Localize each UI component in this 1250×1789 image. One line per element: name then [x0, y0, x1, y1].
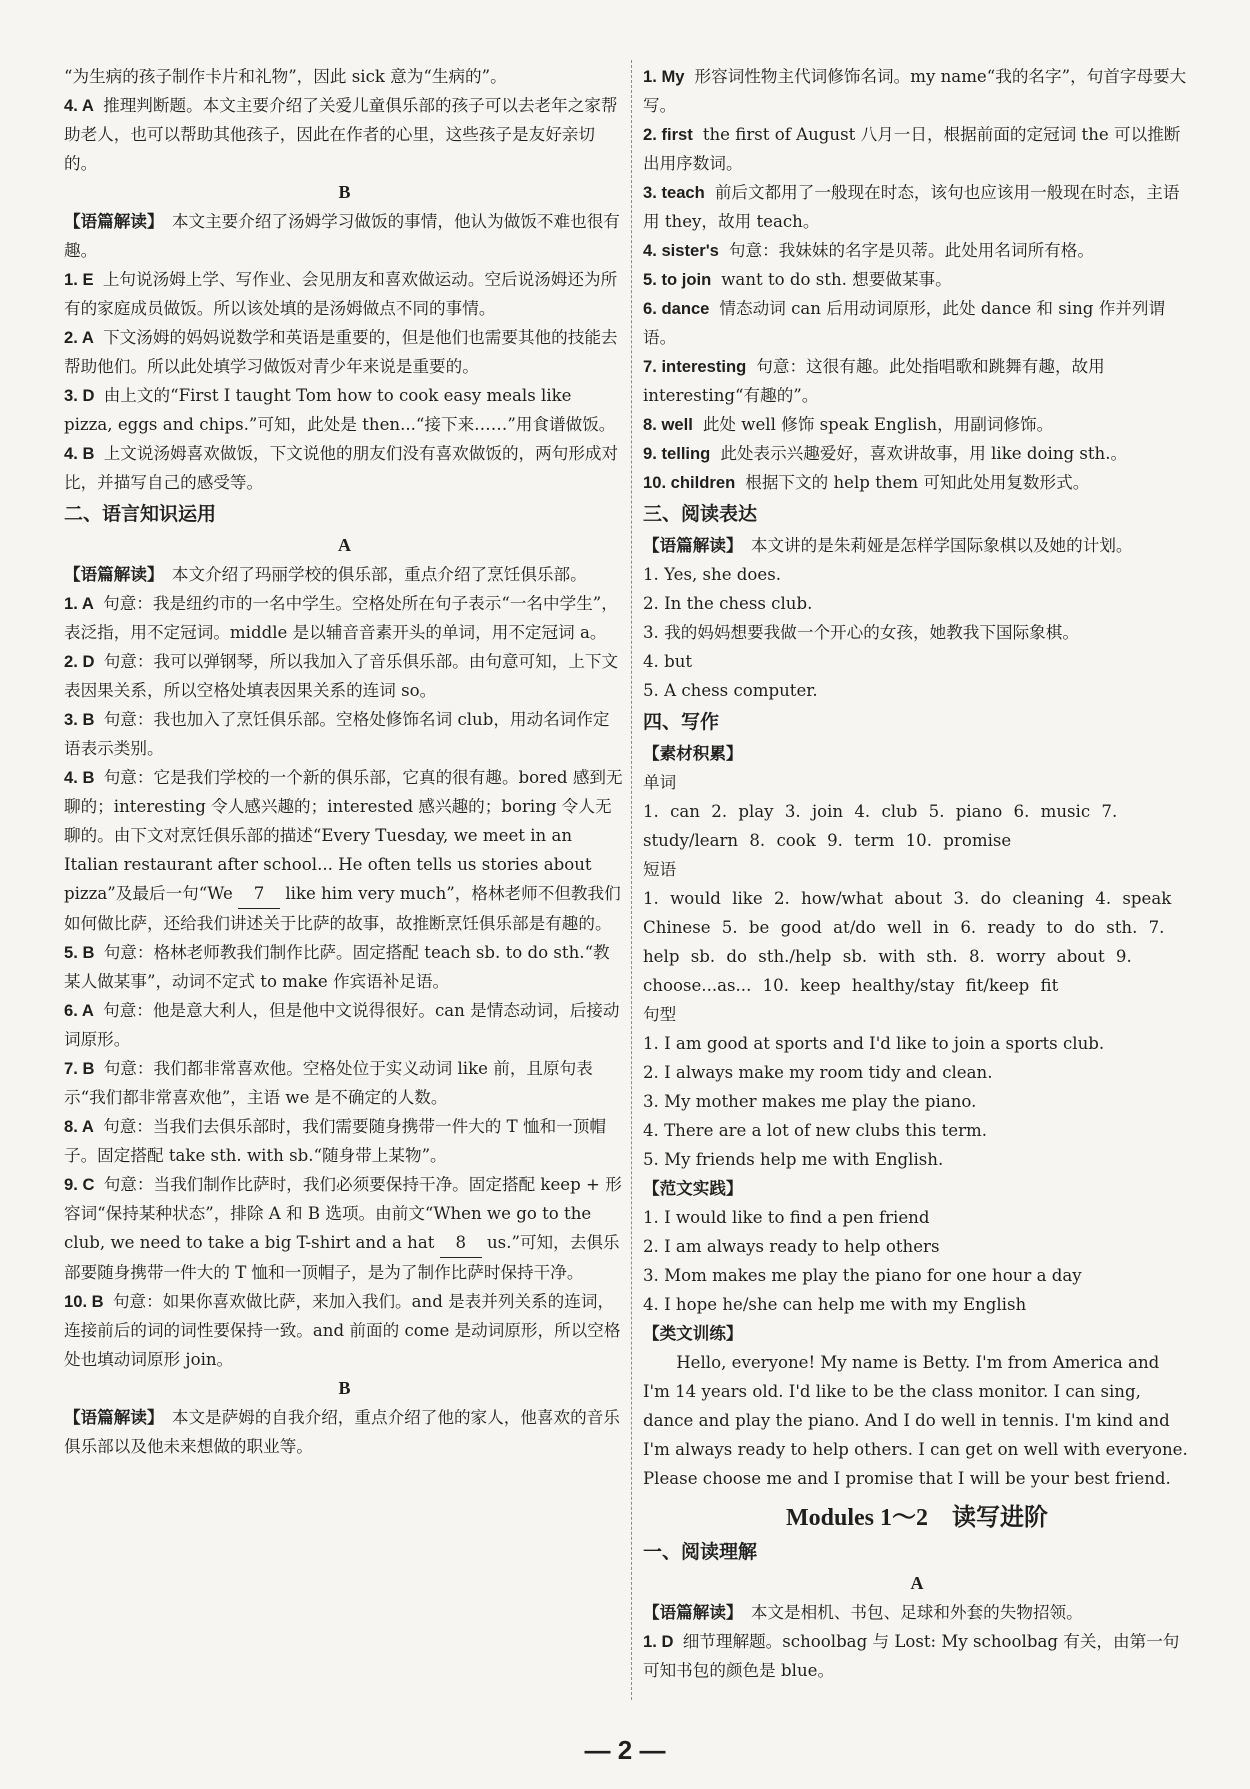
answer-item	[64, 763, 625, 938]
answer-number: 2. D	[64, 652, 95, 671]
answer-explanation: want to do sth. 想要做某事。	[721, 270, 952, 289]
passage-analysis	[64, 207, 625, 265]
passage-analysis	[643, 531, 1191, 560]
answer-explanation: 情态动词 can 后用动词原形，此处 dance 和 sing 作并列谓语。	[643, 299, 1166, 347]
answer-explanation: 根据下文的 help them 可知此处用复数形式。	[745, 473, 1090, 492]
answer-explanation: 句意：这很有趣。此处指唱歌和跳舞有趣，故用 interesting“有趣的”。	[643, 357, 1105, 405]
sentence-pattern: 3. My mother makes me play the piano.	[643, 1092, 977, 1111]
reading-answer: 4. but	[643, 652, 693, 671]
practice-sentence: 3. Mom makes me play the piano for one hour a day	[643, 1266, 1082, 1285]
answer-number: 2. A	[64, 328, 94, 347]
answer-number: 5. B	[64, 943, 95, 962]
passage-heading: A	[910, 1573, 924, 1593]
analysis-text: 本文主要介绍了汤姆学习做饭的事情，他认为做饭不难也很有趣。	[64, 212, 620, 260]
analysis-tag: 【语篇解读】	[64, 212, 156, 231]
answer-explanation: 句意：当我们去俱乐部时，我们需要随身携带一件大的 T 恤和一顶帽子。固定搭配 take sth. with sb.“随身带上某物”。	[64, 1117, 606, 1165]
answer-explanation: 细节理解题。schoolbag 与 Lost: My schoolbag 有关，由第一句可知书包的颜色是 blue。	[643, 1632, 1180, 1680]
answer-number: 4. B	[64, 768, 95, 787]
answer-explanation: 前后文都用了一般现在时态，该句也应该用一般现在时态，主语用 they，故用 teach。	[643, 183, 1180, 231]
answer-number: 10. B	[64, 1292, 104, 1311]
left-column	[64, 62, 625, 1461]
answer-item	[64, 381, 625, 439]
answer-explanation: 上文说汤姆喜欢做饭，下文说他的朋友们没有喜欢做饭的，两句形成对比，并描写自己的感受等。	[64, 444, 619, 492]
reading-answer: 3. 我的妈妈想要我做一个开心的女孩，她教我下国际象棋。	[643, 623, 1079, 642]
analysis-tag: 【范文实践】	[643, 1179, 743, 1198]
section-heading: 三、阅读表达	[643, 504, 758, 525]
answer-word: 8. well	[643, 415, 693, 434]
sentence-pattern: 2. I always make my room tidy and clean.	[643, 1063, 993, 1082]
passage-heading: B	[338, 1378, 351, 1398]
answer-item	[64, 265, 625, 323]
practice-sentence: 4. I hope he/she can help me with my English	[643, 1295, 1027, 1314]
analysis-tag: 【语篇解读】	[643, 1603, 735, 1622]
model-essay: Hello, everyone! My name is Betty. I'm from America and I'm 14 years old. I'd like to be the class monitor. I can sing, dance and play the piano. And I do well in tennis. I'm kind and I'm always ready to help others. I can get on well with everyone. Please choose me and I promise that I will be your best friend.	[643, 1353, 1188, 1488]
analysis-tag: 【语篇解读】	[64, 1408, 156, 1427]
sentence-pattern: 4. There are a lot of new clubs this term.	[643, 1121, 988, 1140]
words-heading: 单词	[643, 773, 677, 792]
answer-explanation: 句意：我们都非常喜欢他。空格处位于实义动词 like 前，且原句表示“我们都非常喜欢他”，主语 we 是不确定的人数。	[64, 1059, 593, 1107]
answer-item	[643, 294, 1191, 352]
reading-answer: 5. A chess computer.	[643, 681, 818, 700]
section-heading: 二、语言知识运用	[64, 504, 217, 525]
phrases-heading: 短语	[643, 860, 677, 879]
answer-item	[643, 468, 1191, 497]
answer-explanation: 句意：我可以弹钢琴，所以我加入了音乐俱乐部。由句意可知，上下文表因果关系，所以空格处填表因果关系的连词 so。	[64, 652, 619, 700]
column-divider	[631, 60, 632, 1700]
answer-number: 1. A	[64, 594, 94, 613]
answer-item	[643, 352, 1191, 410]
answer-item	[64, 996, 625, 1054]
essay-tag	[643, 1319, 1191, 1348]
answer-item	[64, 1287, 625, 1374]
analysis-text: 本文是相机、书包、足球和外套的失物招领。	[750, 1603, 1083, 1622]
passage-heading: A	[338, 535, 351, 555]
answer-number: 1. E	[64, 270, 94, 289]
answer-item	[643, 265, 1191, 294]
answer-item	[643, 439, 1191, 468]
answer-item	[64, 938, 625, 996]
answer-item	[64, 705, 625, 763]
analysis-tag: 【素材积累】	[643, 744, 743, 763]
passage-analysis	[64, 560, 625, 589]
answer-item	[64, 1170, 625, 1287]
answer-explanation: like him very much”，格林老师不但教我们如何做比萨，还给我们讲述关于比萨的故事，故推断烹饪俱乐部是有趣的。	[64, 884, 621, 933]
words-list: 1. can 2. play 3. join 4. club 5. piano 6. music 7. study/learn 8. cook 9. term 10. promise	[643, 802, 1118, 850]
answer-item	[64, 1054, 625, 1112]
sentence-pattern: 1. I am good at sports and I'd like to join a sports club.	[643, 1034, 1105, 1053]
answer-number: 7. B	[64, 1059, 95, 1078]
analysis-text: 本文讲的是朱莉娅是怎样学国际象棋以及她的计划。	[750, 536, 1133, 555]
blank-number: 7	[238, 879, 280, 909]
answer-item	[643, 1627, 1191, 1685]
answer-explanation: 句意：它是我们学校的一个新的俱乐部，它真的很有趣。bored 感到无聊的；interesting 令人感兴趣的；interested 感兴趣的；boring 令人无聊的。由下文对烹饪俱乐部的描述“Every Tuesday, we meet in an Italian restaurant after school... He often tells us stories about pizza”及最后一句“We	[64, 768, 623, 903]
answer-word: 4. sister's	[643, 241, 719, 260]
answer-word: 3. teach	[643, 183, 705, 202]
passage-heading: B	[338, 182, 351, 202]
answer-explanation: 此处表示兴趣爱好，喜欢讲故事，用 like doing sth.。	[720, 444, 1128, 463]
answer-number: 3. B	[64, 710, 95, 729]
answer-explanation: 下文汤姆的妈妈说数学和英语是重要的，但是他们也需要其他的技能去帮助他们。所以此处填学习做饭对青少年来说是重要的。	[64, 328, 618, 376]
answer-number: 3. D	[64, 386, 95, 405]
answer-number: 9. C	[64, 1175, 95, 1194]
reading-answer: 2. In the chess club.	[643, 594, 813, 613]
reading-answer: 1. Yes, she does.	[643, 565, 782, 584]
phrases-list: 1. would like 2. how/what about 3. do cleaning 4. speak Chinese 5. be good at/do well in 6. ready to do sth. 7. help sb. do sth./help sb. with sth. 8. worry about 9. choose...as... 10. keep healthy/stay fit/keep fit	[643, 889, 1172, 995]
section-heading: 一、阅读理解	[643, 1542, 758, 1563]
analysis-tag: 【类文训练】	[643, 1324, 743, 1343]
right-column	[643, 62, 1191, 1685]
answer-item	[64, 1112, 625, 1170]
analysis-tag: 【语篇解读】	[64, 565, 156, 584]
answer-explanation: 句意：如果你喜欢做比萨，来加入我们。and 是表并列关系的连词，连接前后的词的词性要保持一致。and 前面的 come 是动词原形，所以空格处也填动词原形 join。	[64, 1292, 621, 1369]
answer-explanation: 句意：当我们制作比萨时，我们必须要保持干净。固定搭配 keep + 形容词“保持某种状态”，排除 A 和 B 选项。由前文“When we go to the club, we need to take a big T-shirt and a hat	[64, 1175, 622, 1252]
answer-number: 6. A	[64, 1001, 94, 1020]
carry-over-text: “为生病的孩子制作卡片和礼物”，因此 sick 意为“生病的”。	[64, 67, 507, 86]
answer-word: 2. first	[643, 125, 693, 144]
answer-word: 6. dance	[643, 299, 710, 318]
answer-word: 9. telling	[643, 444, 711, 463]
answer-item	[64, 439, 625, 497]
answer-word: 1. My	[643, 67, 685, 86]
sentence-pattern: 5. My friends help me with English.	[643, 1150, 944, 1169]
answer-item	[64, 323, 625, 381]
answer-explanation: 句意：我是纽约市的一名中学生。空格处所在句子表示“一名中学生”，表泛指，用不定冠词。middle 是以辅音音素开头的单词，用不定冠词 a。	[64, 594, 618, 642]
passage-analysis	[64, 1403, 625, 1461]
answer-item	[64, 589, 625, 647]
material-tag	[643, 739, 1191, 768]
answer-explanation: 形容词性物主代词修饰名词。my name“我的名字”，句首字母要大写。	[643, 67, 1187, 115]
answer-item	[64, 647, 625, 705]
analysis-tag: 【语篇解读】	[643, 536, 735, 555]
practice-sentence: 1. I would like to find a pen friend	[643, 1208, 930, 1227]
answer-explanation: the first of August 八月一日，根据前面的定冠词 the 可以推断出用序数词。	[643, 125, 1181, 173]
answer-word: 7. interesting	[643, 357, 747, 376]
answer-explanation: 上句说汤姆上学、写作业、会见朋友和喜欢做运动。空后说汤姆还为所有的家庭成员做饭。所以该处填的是汤姆做点不同的事情。	[64, 270, 618, 318]
answer-number: 4. A	[64, 96, 94, 115]
answer-number: 1. D	[643, 1632, 674, 1651]
answer-explanation: 推理判断题。本文主要介绍了关爱儿童俱乐部的孩子可以去老年之家帮助老人，也可以帮助其他孩子，因此在作者的心里，这些孩子是友好亲切的。	[64, 96, 618, 173]
passage-analysis	[643, 1598, 1191, 1627]
answer-explanation: 句意：格林老师教我们制作比萨。固定搭配 teach sb. to do sth.“教某人做某事”，动词不定式 to make 作宾语补足语。	[64, 943, 610, 991]
section-heading: 四、写作	[643, 712, 720, 733]
blank-number: 8	[440, 1228, 482, 1258]
page-number: — 2 —	[584, 1735, 666, 1765]
answer-item	[643, 62, 1191, 120]
answer-number: 8. A	[64, 1117, 94, 1136]
answer-item	[643, 410, 1191, 439]
answer-item	[643, 178, 1191, 236]
module-title: Modules 1～2 读写进阶	[785, 1505, 1048, 1531]
practice-tag	[643, 1174, 1191, 1203]
sentences-heading: 句型	[643, 1005, 677, 1024]
answer-explanation: 句意：我也加入了烹饪俱乐部。空格处修饰名词 club，用动名词作定语表示类别。	[64, 710, 610, 758]
practice-sentence: 2. I am always ready to help others	[643, 1237, 940, 1256]
answer-word: 10. children	[643, 473, 736, 492]
answer-item	[64, 91, 625, 178]
analysis-text: 本文介绍了玛丽学校的俱乐部，重点介绍了烹饪俱乐部。	[171, 565, 587, 584]
answer-item	[643, 236, 1191, 265]
answer-explanation: 由上文的“First I taught Tom how to cook easy meals like pizza, eggs and chips.”可知，此处是 then...“接下来……”用食谱做饭。	[64, 386, 616, 434]
answer-item	[643, 120, 1191, 178]
answer-explanation: 句意：我妹妹的名字是贝蒂。此处用名词所有格。	[728, 241, 1094, 260]
answer-number: 4. B	[64, 444, 95, 463]
answer-explanation: us.”可知，去俱乐部要随身携带一件大的 T 恤和一顶帽子，是为了制作比萨时保持干净。	[64, 1233, 620, 1282]
analysis-text: 本文是萨姆的自我介绍，重点介绍了他的家人，他喜欢的音乐俱乐部以及他未来想做的职业等。	[64, 1408, 620, 1456]
answer-explanation: 此处 well 修饰 speak English，用副词修饰。	[702, 415, 1054, 434]
answer-word: 5. to join	[643, 270, 712, 289]
answer-explanation: 句意：他是意大利人，但是他中文说得很好。can 是情态动词，后接动词原形。	[64, 1001, 620, 1049]
